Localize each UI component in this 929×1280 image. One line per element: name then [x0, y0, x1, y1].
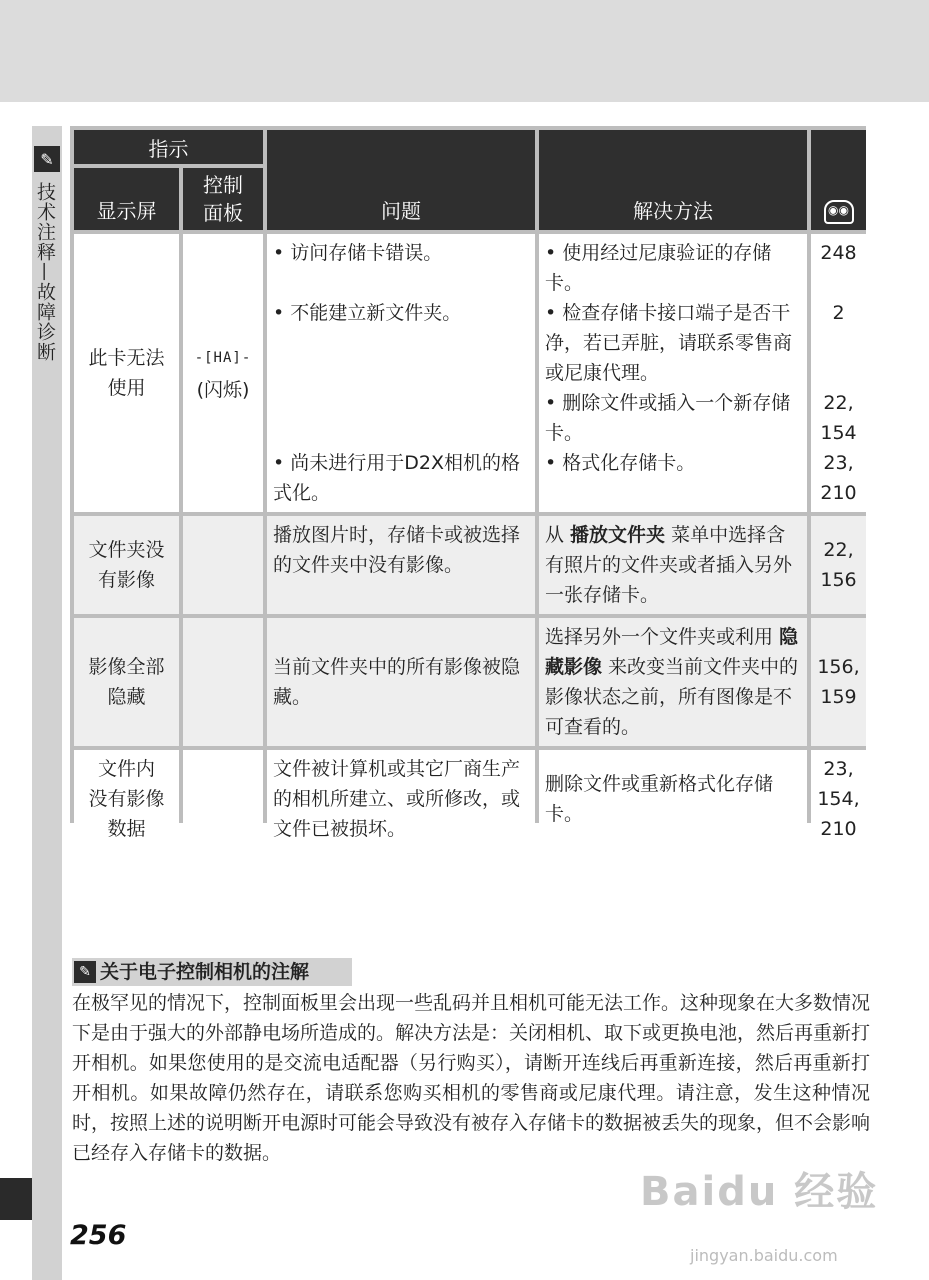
- section-title: 技术注释—故障诊断: [34, 182, 56, 362]
- solution-cell: 选择另外一个文件夹或利用 隐藏影像 来改变当前文件夹中的影像状态之前，所有图像是不可查看的。: [539, 618, 807, 746]
- control-panel-header: 控制 面板: [183, 168, 263, 230]
- display-cell: 文件夹没 有影像: [74, 516, 179, 614]
- table-row: [74, 750, 866, 848]
- page-number: 256: [70, 1220, 127, 1251]
- solution-cell: 删除文件或重新格式化存储卡。: [539, 750, 807, 848]
- problem-cell: • 访问存储卡错误。 • 不能建立新文件夹。 • 尚未进行用于D2X相机的格式化。: [267, 234, 535, 512]
- problem-cell: 播放图片时，存储卡或被选择的文件夹中没有影像。: [267, 516, 535, 614]
- display-cell: 此卡无法 使用: [74, 234, 179, 512]
- solution-header: 解决方法: [539, 130, 807, 230]
- reference-header: [811, 130, 866, 230]
- note-heading: ✎ 关于电子控制相机的注解: [72, 958, 352, 986]
- table-row: [74, 234, 866, 512]
- note-body: 在极罕见的情况下，控制面板里会出现一些乱码并且相机可能无法工作。这种现象在大多数情况下是由于强大的外部静电场所造成的。解决方法是：关闭相机、取下或更换电池，然后再重新打开相机。如果您使用的是交流电适配器（另行购买），请断开连线后再重新连接，然后再重新打开相机。如果故障仍然存在，请联系您购买相机的零售商或尼康代理。请注意，发生这种情况时，按照上述的说明断开电源时可能会导致没有被存入存储卡的数据被丢失的现象，但不会影响已经存入存储卡的数据。: [72, 992, 871, 1164]
- display-header: 显示屏: [74, 168, 179, 230]
- menu-name: 隐藏影像: [545, 626, 799, 678]
- control-panel-cell: -[HA]- (闪烁): [183, 234, 263, 512]
- reference-cell: 23, 154, 210: [811, 750, 866, 848]
- problem-cell: 当前文件夹中的所有影像被隐藏。: [267, 618, 535, 746]
- solution-cell: • 使用经过尼康验证的存储卡。 • 检查存储卡接口端子是否干净，若已弄脏，请联系零售商或尼康代理。 • 删除文件或插入一个新存储卡。 • 格式化存储卡。: [539, 234, 807, 512]
- display-cell: 文件内 没有影像 数据: [74, 750, 179, 848]
- solution-cell: 从 播放文件夹 菜单中选择含有照片的文件夹或者插入另外一张存储卡。: [539, 516, 807, 614]
- pencil-icon: ✎: [74, 961, 96, 983]
- page-reference-icon: ◉◉: [824, 200, 854, 224]
- reference-cell: 248 2 22, 154 23, 210: [811, 234, 866, 512]
- display-cell: 影像全部 隐藏: [74, 618, 179, 746]
- top-band: [0, 0, 929, 102]
- control-panel-cell: [183, 618, 263, 746]
- table-row: [74, 618, 866, 746]
- troubleshooting-table: [70, 126, 866, 840]
- problem-header: 问题: [267, 130, 535, 230]
- reference-cell: 22, 156: [811, 516, 866, 614]
- baidu-watermark: Baidu 经验: [640, 1169, 879, 1215]
- table-row: [74, 516, 866, 614]
- reference-cell: 156, 159: [811, 618, 866, 746]
- card-error-lcd-icon: -[HA]-: [194, 350, 252, 366]
- problem-cell: 文件被计算机或其它厂商生产的相机所建立、或所修改，或文件已被损坏。: [267, 750, 535, 848]
- note-pencil-icon: ✎: [34, 146, 60, 172]
- control-panel-cell: [183, 516, 263, 614]
- baidu-watermark-url: jingyan.baidu.com: [690, 1246, 838, 1265]
- page-edge-tab: [0, 1178, 32, 1220]
- menu-name: 播放文件夹: [570, 524, 666, 546]
- indicator-header: 指示: [74, 130, 263, 164]
- control-panel-cell: [183, 750, 263, 848]
